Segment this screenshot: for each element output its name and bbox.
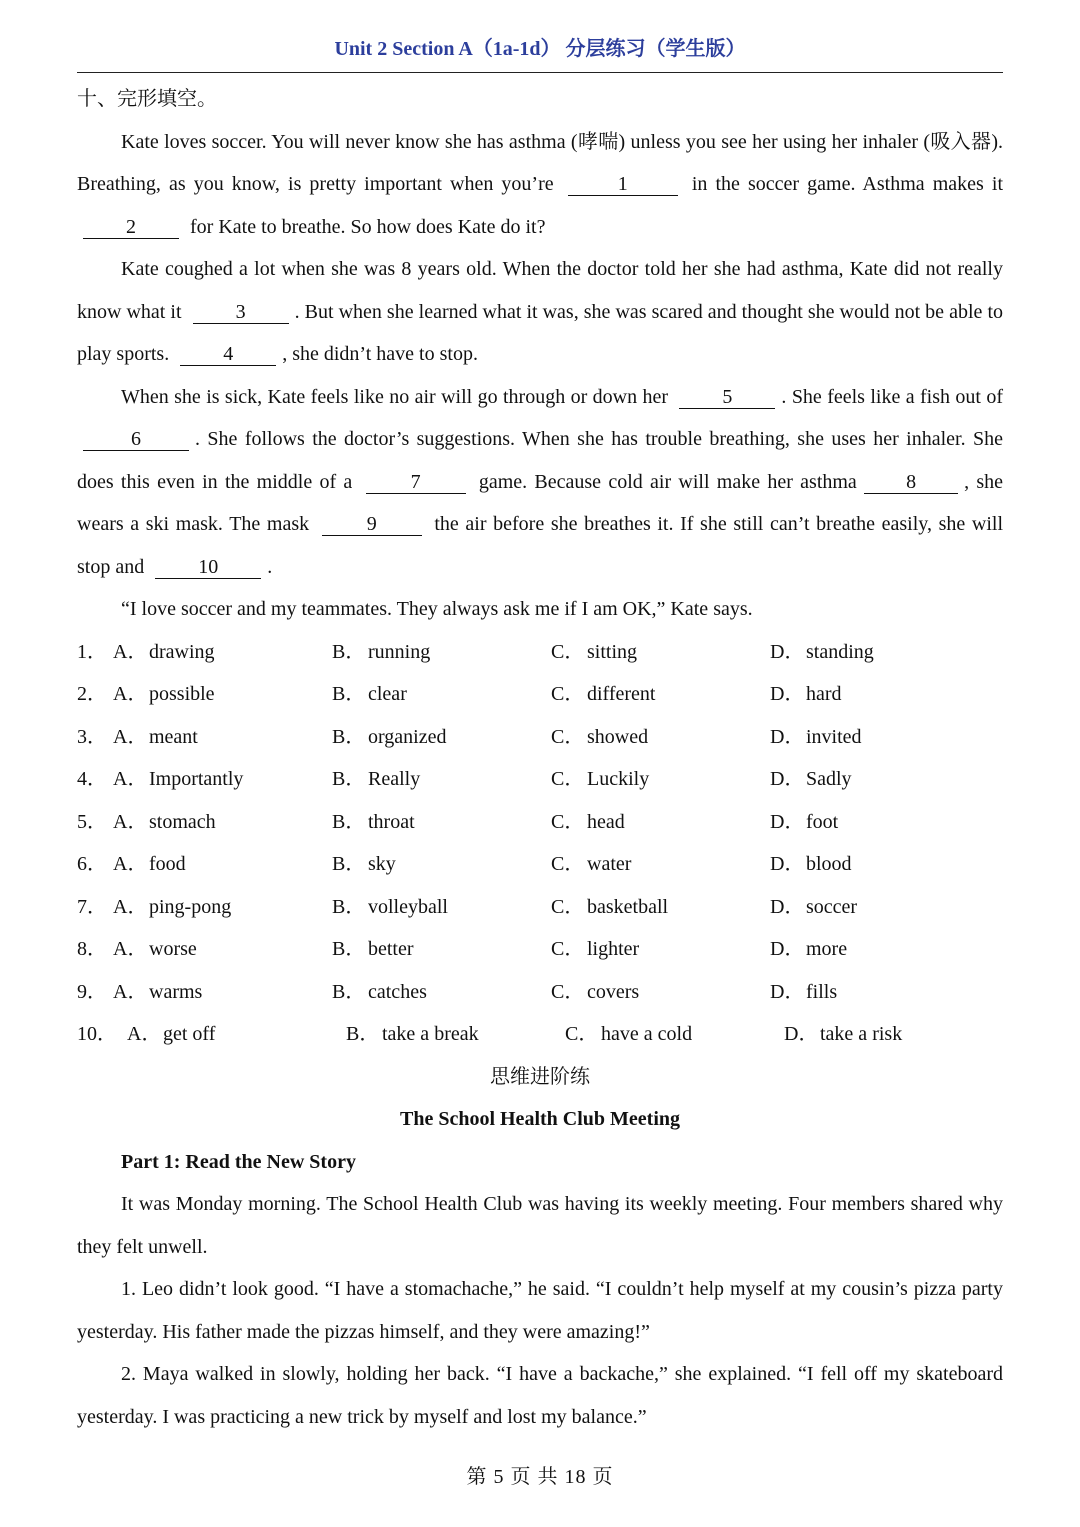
cloze-blank-10[interactable]: 10 — [155, 556, 261, 579]
page-content — [77, 78, 1003, 1438]
story-paragraph: It was Monday morning. The School Health Club was having its weekly meeting. Four members shared why they felt unwell. — [77, 1193, 1003, 1258]
cloze-blank-5[interactable]: 5 — [679, 386, 775, 409]
option-d[interactable]: D． fills — [770, 980, 838, 1003]
option-b[interactable]: B． Really — [332, 768, 421, 790]
question-number: 4． — [77, 768, 107, 790]
option-b[interactable]: B． throat — [332, 810, 415, 833]
cloze-blank-3[interactable]: 3 — [193, 301, 289, 324]
option-c[interactable]: C． lighter — [551, 938, 640, 960]
option-a[interactable]: A． stomach — [113, 810, 216, 833]
option-c[interactable]: C． have a cold — [565, 1023, 693, 1045]
option-a[interactable]: A． get off — [127, 1023, 216, 1045]
question-row — [77, 886, 1003, 929]
option-d[interactable]: D． blood — [770, 853, 852, 875]
advanced-heading: 思维进阶练 — [490, 1065, 590, 1088]
question-number: 1． — [77, 640, 107, 663]
passage-text: . She follows the doctor’s suggestions. When she has trouble breathing, she uses her inhaler. She does this even in the middle of a — [77, 428, 1003, 493]
question-number: 6． — [77, 853, 107, 875]
question-row — [77, 971, 1003, 1014]
option-d[interactable]: D． soccer — [770, 895, 858, 918]
option-b[interactable]: B． sky — [332, 853, 396, 875]
passage-text: . — [267, 555, 273, 578]
passage-text: . But when she learned what it was, she was scared and thought she would not be able to play sports. — [77, 300, 1004, 365]
question-row — [77, 758, 1003, 801]
question-number: 7． — [77, 895, 107, 918]
question-number: 9． — [77, 980, 107, 1003]
option-d[interactable]: D． standing — [770, 640, 874, 663]
cloze-blank-9[interactable]: 9 — [322, 513, 422, 536]
question-row — [77, 928, 1003, 971]
option-a[interactable]: A． possible — [113, 683, 215, 705]
question-number: 3． — [77, 725, 107, 748]
option-c[interactable]: C． covers — [551, 980, 640, 1003]
option-a[interactable]: A． food — [113, 853, 186, 875]
option-c[interactable]: C． water — [551, 853, 632, 875]
passage-text: Kate loves soccer. You will never know she has asthma (哮喘) unless you see her using her inhaler (吸入器). Breathing, as you know, is pretty important when you’re — [77, 130, 1003, 195]
page-footer: 第 5 页 共 18 页 — [466, 1466, 614, 1488]
passage-paragraph-2 — [77, 248, 1003, 376]
passage-text: . She feels like a fish out of — [781, 385, 1003, 408]
question-number: 2． — [77, 683, 107, 705]
option-a[interactable]: A． worse — [113, 938, 197, 960]
passage-text: in the soccer game. Asthma makes it — [691, 173, 1004, 195]
option-a[interactable]: A． drawing — [113, 640, 215, 663]
page-header: Unit 2 Section A（1a-1d） 分层练习（学生版） — [334, 38, 746, 60]
question-row — [77, 673, 1003, 716]
option-b[interactable]: B． running — [332, 640, 431, 663]
option-c[interactable]: C． basketball — [551, 895, 669, 918]
passage-paragraph-3 — [77, 376, 1003, 589]
question-row — [77, 716, 1003, 759]
passage-text: for Kate to breathe. So how does Kate do it? — [190, 215, 546, 238]
cloze-blank-8[interactable]: 8 — [864, 471, 958, 494]
option-b[interactable]: B． catches — [332, 980, 427, 1003]
section-title: 十、完形填空。 — [77, 88, 217, 110]
passage-text: Kate coughed a lot when she was 8 years old. When the doctor told her she had asthma, Kate did not really know what it — [77, 258, 1003, 323]
option-c[interactable]: C． head — [551, 810, 625, 833]
option-d[interactable]: D． more — [770, 938, 848, 960]
option-c[interactable]: C． Luckily — [551, 768, 650, 790]
option-a[interactable]: A． warms — [113, 980, 203, 1003]
option-b[interactable]: B． take a break — [346, 1023, 479, 1045]
passage-text: , she didn’t have to stop. — [282, 343, 478, 365]
option-d[interactable]: D． take a risk — [784, 1023, 903, 1045]
passage-text: game. Because cold air will make her asthma — [478, 470, 857, 493]
question-number: 8． — [77, 938, 107, 960]
option-d[interactable]: D． hard — [770, 683, 842, 705]
cloze-blank-6[interactable]: 6 — [83, 428, 189, 451]
question-number: 5． — [77, 810, 107, 833]
option-c[interactable]: C． sitting — [551, 640, 638, 663]
passage-paragraph-4: “I love soccer and my teammates. They always ask me if I am OK,” Kate says. — [121, 598, 753, 620]
option-a[interactable]: A． Importantly — [113, 768, 244, 790]
option-d[interactable]: D． Sadly — [770, 768, 852, 790]
question-list — [77, 631, 1003, 1056]
passage-text: , she wears a ski mask. The mask — [77, 470, 1004, 535]
option-b[interactable]: B． clear — [332, 683, 407, 705]
passage-text: When she is sick, Kate feels like no air will go through or down her — [121, 385, 669, 408]
cloze-blank-1[interactable]: 1 — [568, 173, 678, 196]
story-paragraph: 2. Maya walked in slowly, holding her back. “I have a backache,” she explained. “I fell off my skateboard yesterday. I was practicing a new trick by myself and lost my balance.” — [77, 1363, 1003, 1428]
story-paragraph: 1. Leo didn’t look good. “I have a stomachache,” he said. “I couldn’t help myself at my cousin’s pizza party yesterday. His father made the pizzas himself, and they were amazing!” — [77, 1278, 1003, 1343]
option-c[interactable]: C． different — [551, 683, 656, 705]
cloze-blank-7[interactable]: 7 — [366, 471, 466, 494]
option-a[interactable]: A． ping-pong — [113, 895, 232, 918]
option-d[interactable]: D． invited — [770, 725, 862, 748]
question-row — [77, 801, 1003, 844]
option-c[interactable]: C． showed — [551, 725, 649, 748]
question-row — [77, 1013, 1003, 1056]
option-b[interactable]: B． volleyball — [332, 895, 448, 918]
question-number: 10． — [77, 1023, 117, 1045]
cloze-blank-2[interactable]: 2 — [83, 216, 179, 239]
passage-text: the air before she breathes it. If she still can’t breathe easily, she will stop and — [77, 513, 1004, 578]
option-a[interactable]: A． meant — [113, 725, 198, 748]
option-b[interactable]: B． better — [332, 938, 414, 960]
option-b[interactable]: B． organized — [332, 725, 447, 748]
story-title: The School Health Club Meeting — [399, 1108, 680, 1130]
option-d[interactable]: D． foot — [770, 810, 839, 833]
part1-title: Part 1: Read the New Story — [121, 1150, 356, 1173]
passage-paragraph-1 — [77, 121, 1003, 249]
cloze-blank-4[interactable]: 4 — [180, 343, 276, 366]
header-divider — [77, 72, 1003, 73]
question-row — [77, 843, 1003, 886]
question-row — [77, 631, 1003, 674]
